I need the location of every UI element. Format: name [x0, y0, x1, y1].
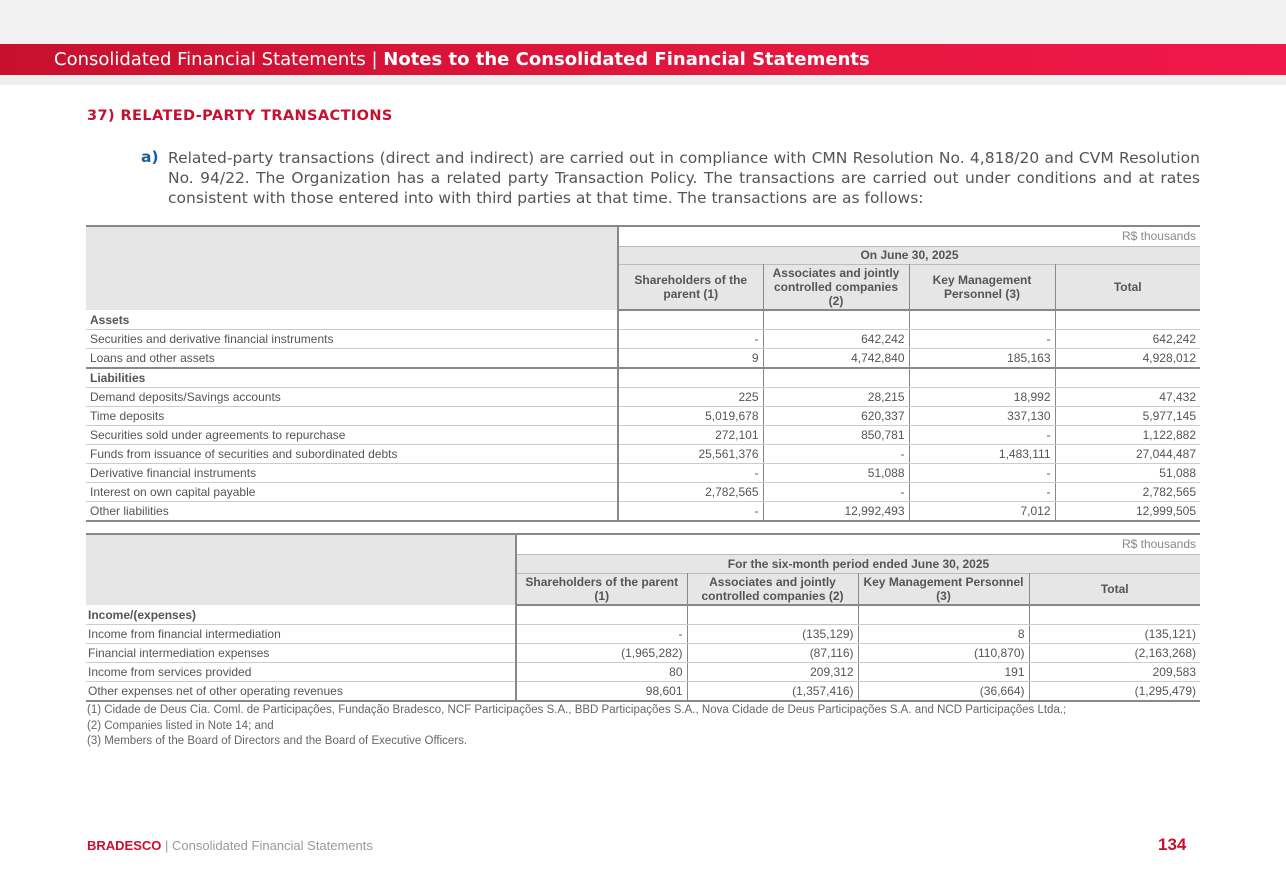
cell: 209,583 — [1029, 663, 1200, 682]
cell: 337,130 — [909, 407, 1055, 426]
row-label: Income from financial intermediation — [86, 625, 516, 644]
group-label: Income/(expenses) — [86, 605, 516, 625]
row-label: Demand deposits/Savings accounts — [86, 388, 618, 407]
row-label: Securities and derivative financial instruments — [86, 330, 618, 349]
footnotes — [87, 703, 1066, 750]
cell: - — [618, 502, 763, 522]
cell: 80 — [516, 663, 687, 682]
column-header: Total — [1029, 573, 1200, 605]
column-header: Shareholders of the parent (1) — [618, 264, 763, 310]
table-row — [86, 682, 1200, 702]
cell: 5,977,145 — [1055, 407, 1200, 426]
cell: 28,215 — [763, 388, 909, 407]
row-label: Financial intermediation expenses — [86, 644, 516, 663]
cell: - — [516, 625, 687, 644]
cell: 191 — [858, 663, 1029, 682]
footnote: (2) Companies listed in Note 14; and — [87, 719, 274, 732]
cell: - — [909, 464, 1055, 483]
row-label: Other expenses net of other operating revenues — [86, 682, 516, 702]
cell: 4,928,012 — [1055, 349, 1200, 369]
cell: 5,019,678 — [618, 407, 763, 426]
cell: - — [618, 464, 763, 483]
period-label: On June 30, 2025 — [618, 246, 1200, 264]
row-label: Securities sold under agreements to repurchase — [86, 426, 618, 445]
cell: (2,163,268) — [1029, 644, 1200, 663]
row-label: Derivative financial instruments — [86, 464, 618, 483]
cell: 18,992 — [909, 388, 1055, 407]
cell: (110,870) — [858, 644, 1029, 663]
column-header: Shareholders of the parent (1) — [516, 573, 687, 605]
column-header: Total — [1055, 264, 1200, 310]
cell: 209,312 — [687, 663, 858, 682]
table-row — [86, 625, 1200, 644]
income-table — [86, 533, 1200, 702]
header-prefix: Consolidated Financial Statements | — [54, 49, 384, 70]
cell: - — [909, 483, 1055, 502]
cell: 185,163 — [909, 349, 1055, 369]
header-blank — [86, 534, 516, 605]
cell: 272,101 — [618, 426, 763, 445]
cell: - — [763, 445, 909, 464]
column-header: Key Management Personnel (3) — [909, 264, 1055, 310]
table-row — [86, 445, 1200, 464]
cell: 2,782,565 — [618, 483, 763, 502]
top-bar — [0, 0, 1286, 44]
table-row — [86, 388, 1200, 407]
row-label: Interest on own capital payable — [86, 483, 618, 502]
paragraph-marker: a) — [141, 148, 159, 166]
cell: 4,742,840 — [763, 349, 909, 369]
cell: 12,992,493 — [763, 502, 909, 522]
table-row — [86, 426, 1200, 445]
cell: - — [909, 426, 1055, 445]
page-number: 134 — [1158, 835, 1187, 854]
cell: 1,483,111 — [909, 445, 1055, 464]
footer-brand: BRADESCO — [87, 838, 162, 853]
cell: 2,782,565 — [1055, 483, 1200, 502]
cell: 7,012 — [909, 502, 1055, 522]
footnote: (3) Members of the Board of Directors and the Board of Executive Officers. — [87, 735, 468, 747]
header-divider — [0, 75, 1286, 85]
cell: (1,965,282) — [516, 644, 687, 663]
table-row — [86, 644, 1200, 663]
intro-paragraph: Related-party transactions (direct and indirect) are carried out in compliance with CMN Resolution No. 4,818/20 and CVM Resolution No. 94/22. The Organization has a related party Transaction Policy. The transactions are carried out under conditions and at rates consistent with those entered into with third parties at that time. The transactions are as follows: — [168, 149, 1200, 207]
footer-text: | Consolidated Financial Statements — [161, 838, 373, 853]
cell: 642,242 — [1055, 330, 1200, 349]
table-row — [86, 663, 1200, 682]
unit-label: R$ thousands — [516, 534, 1200, 554]
row-label: Other liabilities — [86, 502, 618, 522]
cell: 12,999,505 — [1055, 502, 1200, 522]
cell: 51,088 — [763, 464, 909, 483]
row-label: Loans and other assets — [86, 349, 618, 369]
cell: - — [763, 483, 909, 502]
group-row — [86, 605, 1200, 625]
table-row — [86, 330, 1200, 349]
cell: 8 — [858, 625, 1029, 644]
cell: 620,337 — [763, 407, 909, 426]
table-row — [86, 502, 1200, 522]
page-footer — [87, 838, 373, 853]
table-row — [86, 464, 1200, 483]
group-row — [86, 368, 1200, 388]
cell: - — [618, 330, 763, 349]
group-label: Assets — [86, 310, 618, 330]
cell: (135,121) — [1029, 625, 1200, 644]
row-label: Income from services provided — [86, 663, 516, 682]
cell: 27,044,487 — [1055, 445, 1200, 464]
cell: 1,122,882 — [1055, 426, 1200, 445]
column-header: Associates and jointly controlled companies (2) — [763, 264, 909, 310]
cell: (135,129) — [687, 625, 858, 644]
table-row — [86, 407, 1200, 426]
cell: 9 — [618, 349, 763, 369]
cell: 225 — [618, 388, 763, 407]
table-row — [86, 349, 1200, 369]
cell: 642,242 — [763, 330, 909, 349]
cell: 51,088 — [1055, 464, 1200, 483]
header-blank — [86, 226, 618, 310]
cell: (36,664) — [858, 682, 1029, 702]
period-label: For the six-month period ended June 30, 2025 — [516, 554, 1200, 573]
row-label: Funds from issuance of securities and subordinated debts — [86, 445, 618, 464]
footnote: (1) Cidade de Deus Cia. Coml. de Participações, Fundação Bradesco, NCF Participações S.A., BBD Participações S.A., Nova Cidade de Deus Participações S.A. and NCD Participações Ltda.; — [87, 704, 1067, 716]
page-header — [0, 44, 1286, 75]
balance-table — [86, 225, 1200, 522]
group-label: Liabilities — [86, 368, 618, 388]
cell: - — [909, 330, 1055, 349]
section-title: 37) RELATED-PARTY TRANSACTIONS — [87, 108, 393, 124]
cell: (1,357,416) — [687, 682, 858, 702]
row-label: Time deposits — [86, 407, 618, 426]
cell: 98,601 — [516, 682, 687, 702]
unit-label: R$ thousands — [618, 226, 1200, 246]
column-header: Associates and jointly controlled companies (2) — [687, 573, 858, 605]
table-row — [86, 483, 1200, 502]
header-title: Notes to the Consolidated Financial Statements — [383, 49, 870, 70]
cell: 25,561,376 — [618, 445, 763, 464]
cell: 47,432 — [1055, 388, 1200, 407]
group-row — [86, 310, 1200, 330]
cell: 850,781 — [763, 426, 909, 445]
cell: (87,116) — [687, 644, 858, 663]
column-header: Key Management Personnel (3) — [858, 573, 1029, 605]
cell: (1,295,479) — [1029, 682, 1200, 702]
